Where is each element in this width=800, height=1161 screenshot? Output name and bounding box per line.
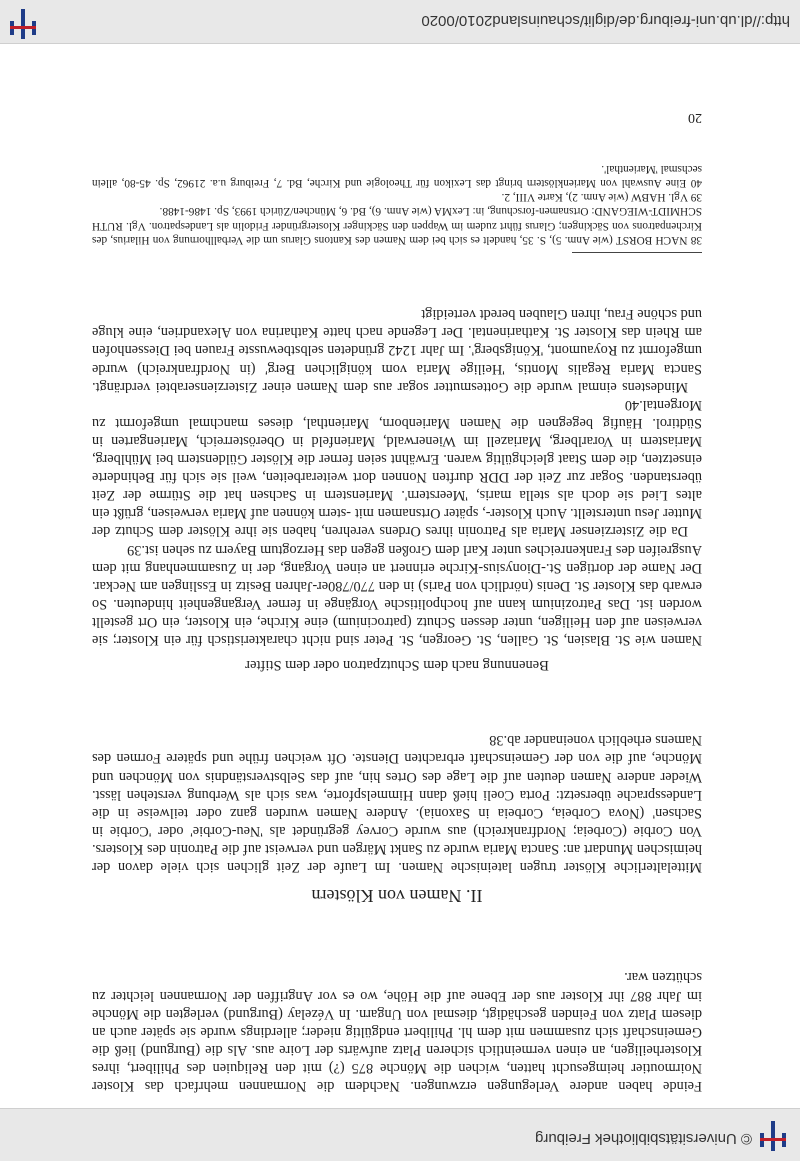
subsection-body bbox=[92, 305, 702, 649]
footnote-39: 39 Vgl. HABW (wie Anm. 2), Karte VIII, 2. bbox=[501, 191, 702, 204]
section-title: II. Namen von Klöstern bbox=[311, 886, 483, 906]
library-header-bar bbox=[0, 1108, 800, 1161]
university-logo-icon bbox=[6, 7, 40, 41]
page-number: 20 bbox=[688, 110, 702, 125]
university-logo-icon bbox=[756, 1119, 790, 1153]
section-heading-block bbox=[92, 885, 702, 906]
library-copyright: © Universitätsbibliothek Freiburg bbox=[535, 1130, 752, 1147]
footnote-38: 38 NACH BORST (wie Anm. 5), S. 35, handelt es sich bei dem Namen des Kantons Glarus um die Verballhornung von Hilarius, des Kirchenpatrons von Säckingen; Glarus führt zudem im Wappen den Säckinger Klostergründer Fridolin als Landespatron. Vgl. RUTH SCHMIDT-WIEGAND: Ortsnamen-forschung, in: LexMA (wie Anm. 6), Bd. 6, München/Zürich 1993, Sp. 1486-1488. bbox=[92, 205, 702, 246]
intro-paragraph: Feinde haben andere Verlegungen erzwungen. Nachdem die Normannen mehrfach das Kloster Noirmoutier heimgesucht hatten, wichen die Mönche 875 (?) mit den Reliquien des Philibert, ihres Klosterheiligen, an einen vermeintlich sicheren Platz aufwärts der Loire aus. Als die (Burgund) ließ die Gemeinschaft sich zusammen mit dem hl. Philibert endgültig nieder; allerdings wurde sie später auch an diesem Platz von Feinden geschädigt, diesmal von Ungarn. In Vézelay (Burgund) verlegten die Mönche im Jahr 887 ihr Kloster aus der Ebene auf die Höhe, wo es vor Angriffen der Normannen leichter zu schützen war. bbox=[92, 969, 702, 1094]
patron-paragraph: Namen wie St. Blasien, St. Gallen, St. Georgen, St. Peter sind nicht charakteristisch für ein Kloster; sie verweisen auf den Heiligen, unter dessen Schutz (patrocinium) eine Kirche, ein Kloster, ein Ort gestellt worden ist. Das Patrozinium kann auf hochpolitische Vorgänge in ferner Vergangenheit hindeuten. So erwarb das Kloster St. Denis (nördlich von Paris) in den 770/780er-Jahren Besitz in Esslingen am Neckar. Der Name der dortigen St.-Dionysius-Kirche erinnert an einen Vorgang, der in Zusammenhang mit dem Ausgreifen des Frankenreiches unter Karl dem Großen gegen das Herzogtum Bayern zu sehen ist.39 bbox=[92, 541, 702, 648]
section-body bbox=[92, 731, 702, 876]
maria-paragraph: Da die Zisterzienser Maria als Patronin ihres Ordens verehren, haben sie ihre Klöster dem Schutz der Mutter Jesu unterstellt. Auch Kloster-, später Ortsnamen mit -stern können auf Maria verweisen, grüßt ein altes Lied sie doch als stella maris, 'Meerstern'. Marienstern in Sachsen hat die Stürme der Zeit überstanden. Sogar zur Zeit der DDR durften Nonnen dort weiterarbeiten, weil sie sich für Behinderte einsetzten, die dem Staat gleichgültig waren. Erwähnt seien ferner die Klöster Güldenstern bei Mühlberg, Mariastern in Vorarlberg, Mariazell im Wienerwald, Marienfeld in Oberösterreich, Mariengarten in Südtirol. Häufig begegnen die Namen Marienborn, Marienthal, dieses manchmal umgeformt zu Morgental.40 bbox=[92, 396, 702, 540]
section-paragraph: Mittelalterliche Klöster trugen lateinische Namen. Im Laufe der Zeit glichen sich viele davon der heimischen Mundart an: Sancta Maria wurde zu Sankt Märgen und verweist auf die Patronin des Klosters. Von Corbie (Corbeia; Nordfrankreich) aus wurde Corvey gegründet als 'Neu-Corbie' oder 'Corbie in Sachsen' (Nova Corbeia, Corbeia in Saxonia). Andere Namen wurden ganz oder teilweise in die Landessprache übersetzt: Porta Coeli hieß dann Himmelspforte, was sich als Werbung verstehen lässt. Wieder andere Namen deuten auf die Lage des Ortes hin, auf das Selbstverständnis von Mönchen und Mönche, auf die von der Gemeinschaft erbrachten Dienste. Oft weichen frühe und spätere Formen des Namens erheblich voneinander ab.38 bbox=[92, 732, 702, 875]
footer-bar bbox=[0, 0, 800, 44]
footnote-40: 40 Eine Auswahl von Marienklöstern bringt das Lexikon für Theologie und Kirche, Bd. 7, Freiburg u.a. 21962, Sp. 45-80, allein sechsmal 'Marienthal'. bbox=[92, 162, 702, 189]
regalis-paragraph: Mindestens einmal wurde die Gottesmutter sogar aus dem Namen einer Zisterzienserabtei verdrängt. Sancta Maria Regalis Montis, 'Heilige Maria vom königlichen Berg' (in Nordfrankreich) wurde umgeformt zu Royaumont, 'Königsberg'. Im Jahr 1242 gründeten selbstbewusste Frauen bei Diessenhofen am Rhein das Kloster St. Katharinental. Der Legende nach hatte Katharina von Alexandrien, eine kluge und schöne Frau, ihren Glauben beredt verteidigt bbox=[92, 306, 702, 395]
subsection-heading-block bbox=[92, 656, 702, 673]
footnote-rule bbox=[572, 252, 702, 253]
subsection-title: Benennung nach dem Schutzpatron oder dem Stifter bbox=[245, 657, 549, 673]
footnotes bbox=[92, 161, 702, 247]
permalink-url[interactable]: http://dl.ub.uni-freiburg.de/diglit/schauinsland2010/0020 bbox=[421, 12, 790, 29]
intro-block bbox=[92, 968, 702, 1095]
